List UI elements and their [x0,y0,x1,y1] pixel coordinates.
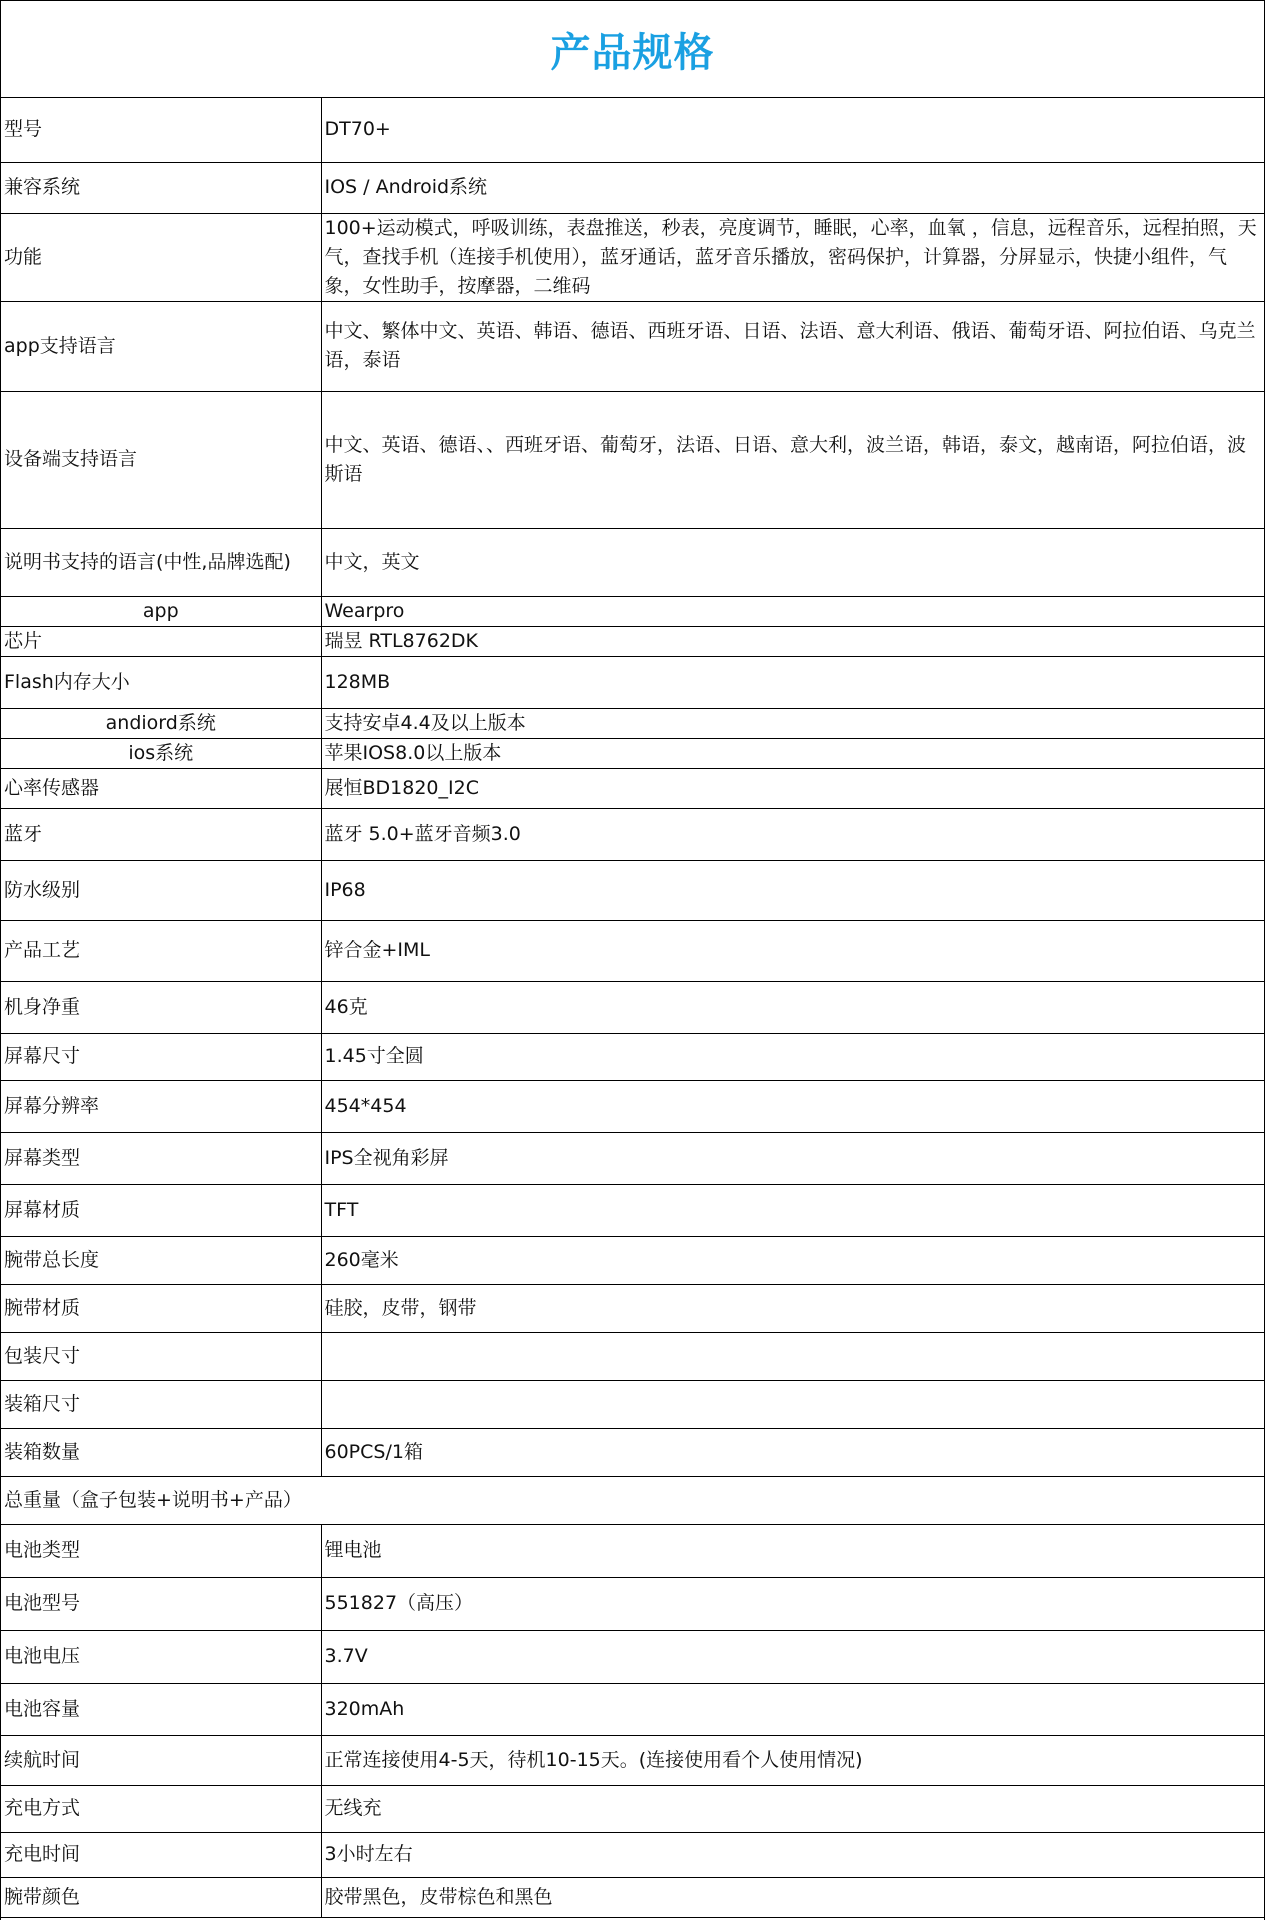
table-row [1,162,1264,213]
row-value: 苹果IOS8.0以上版本 [321,738,1264,768]
row-label: 总重量（盒子包装+说明书+产品） [1,1476,1264,1524]
row-label: 充电方式 [1,1785,321,1832]
row-value: 46克 [321,981,1264,1033]
table-row [1,1080,1264,1132]
table-row [1,98,1264,162]
table-row [1,860,1264,920]
table-row [1,656,1264,708]
row-value: DT70+ [321,98,1264,162]
row-value: 瑞昱 RTL8762DK [321,626,1264,656]
row-label: 说明书支持的语言(中性,品牌选配) [1,528,321,596]
table-row [1,981,1264,1033]
row-label: 屏幕分辨率 [1,1080,321,1132]
title-row [1,0,1264,98]
table-row [1,738,1264,768]
row-value: 320mAh [321,1683,1264,1735]
row-value: 正常连接使用4-5天，待机10-15天。(连接使用看个人使用情况) [321,1735,1264,1785]
row-value: 551827（高压） [321,1577,1264,1630]
row-value: 蓝牙 5.0+蓝牙音频3.0 [321,808,1264,860]
row-label: 电池类型 [1,1524,321,1577]
row-value: Wearpro [321,596,1264,626]
row-value: 锂电池 [321,1524,1264,1577]
row-value [321,1332,1264,1380]
row-value: 展恒BD1820_I2C [321,768,1264,808]
row-label: 设备端支持语言 [1,391,321,528]
table-row [1,708,1264,738]
row-value: 3小时左右 [321,1832,1264,1877]
table-row [1,1332,1264,1380]
row-value: 中文、繁体中文、英语、韩语、德语、西班牙语、日语、法语、意大利语、俄语、葡萄牙语、阿拉伯语、乌克兰语，泰语 [321,301,1264,391]
row-label: ios系统 [1,738,321,768]
table-row [1,1428,1264,1476]
row-label: 功能 [1,213,321,301]
row-value: 硅胶，皮带，钢带 [321,1284,1264,1332]
row-label: 屏幕类型 [1,1132,321,1184]
row-label: 包装尺寸 [1,1332,321,1380]
table-row [1,596,1264,626]
table-row [1,808,1264,860]
row-value: 60PCS/1箱 [321,1428,1264,1476]
table-row [1,1380,1264,1428]
row-label: 芯片 [1,626,321,656]
page-title: 产品规格 [550,29,715,76]
row-label: 防水级别 [1,860,321,920]
row-label: 电池容量 [1,1683,321,1735]
table-row [1,1184,1264,1236]
table-row [1,626,1264,656]
row-label: andiord系统 [1,708,321,738]
table-row [1,1683,1264,1735]
table-row [1,1033,1264,1080]
row-value: IP68 [321,860,1264,920]
row-value: 中文，英文 [321,528,1264,596]
row-label: 屏幕材质 [1,1184,321,1236]
row-value: TFT [321,1184,1264,1236]
row-value: 3.7V [321,1630,1264,1683]
table-row [1,1236,1264,1284]
row-value: 锌合金+IML [321,920,1264,981]
row-label: 电池型号 [1,1577,321,1630]
row-value: 支持安卓4.4及以上版本 [321,708,1264,738]
table-row [1,1630,1264,1683]
row-label: app [1,596,321,626]
row-value: 454*454 [321,1080,1264,1132]
row-label: 装箱尺寸 [1,1380,321,1428]
row-label: 腕带材质 [1,1284,321,1332]
table-row [1,1785,1264,1832]
row-label: 续航时间 [1,1735,321,1785]
row-label: 腕带总长度 [1,1236,321,1284]
table-row [1,301,1264,391]
row-label: 型号 [1,98,321,162]
row-value: IPS全视角彩屏 [321,1132,1264,1184]
row-value: 128MB [321,656,1264,708]
row-label: 装箱数量 [1,1428,321,1476]
row-label: 屏幕尺寸 [1,1033,321,1080]
table-row [1,1832,1264,1877]
row-label: 腕带颜色 [1,1877,321,1917]
row-label: 产品工艺 [1,920,321,981]
spec-table [1,98,1264,1918]
table-row [1,1132,1264,1184]
row-label: 兼容系统 [1,162,321,213]
table-row [1,1577,1264,1630]
row-value: IOS / Android系统 [321,162,1264,213]
table-row [1,528,1264,596]
row-value: 1.45寸全圆 [321,1033,1264,1080]
row-value: 中文、英语、德语、、西班牙语、葡萄牙，法语、日语、意大利，波兰语，韩语，泰文，越南语，阿拉伯语，波斯语 [321,391,1264,528]
row-label: 充电时间 [1,1832,321,1877]
row-value: 胶带黑色，皮带棕色和黑色 [321,1877,1264,1917]
row-value: 260毫米 [321,1236,1264,1284]
table-row [1,1284,1264,1332]
table-row [1,920,1264,981]
row-value: 无线充 [321,1785,1264,1832]
table-row [1,391,1264,528]
table-row [1,1735,1264,1785]
table-row [1,768,1264,808]
table-row [1,1524,1264,1577]
row-label: app支持语言 [1,301,321,391]
row-label: 机身净重 [1,981,321,1033]
row-label: Flash内存大小 [1,656,321,708]
row-value: 100+运动模式，呼吸训练，表盘推送，秒表，亮度调节，睡眠，心率，血氧 ，信息，远程音乐，远程拍照，天气，查找手机（连接手机使用），蓝牙通话，蓝牙音乐播放，密码保护，计算器，分屏显示，快捷小组件，气象，女性助手，按摩器，二维码 [321,213,1264,301]
table-row [1,213,1264,301]
row-label: 电池电压 [1,1630,321,1683]
row-label: 蓝牙 [1,808,321,860]
row-label: 心率传感器 [1,768,321,808]
row-value [321,1380,1264,1428]
table-row [1,1877,1264,1917]
table-row [1,1476,1264,1524]
